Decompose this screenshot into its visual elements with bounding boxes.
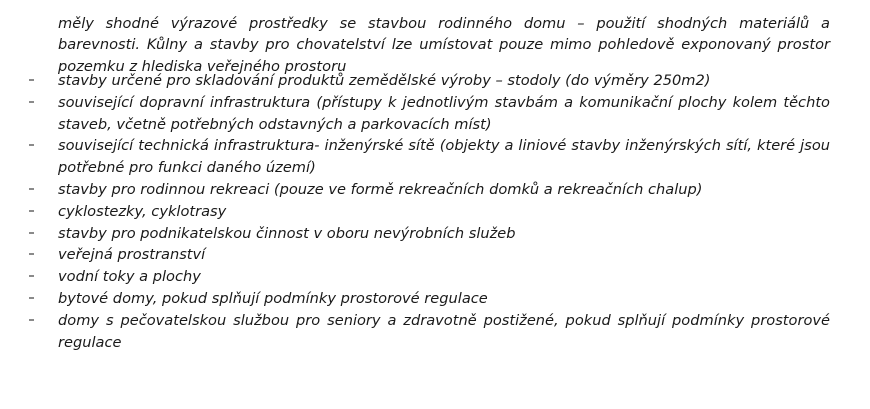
bullet-marker	[29, 275, 34, 277]
bullet-marker	[29, 232, 34, 234]
bullet-marker	[29, 297, 34, 299]
list-item-text: stavby pro rodinnou rekreaci (pouze ve formě rekreačních domků a rekreačních chalup)	[58, 180, 703, 198]
bullet-marker	[29, 101, 34, 103]
list-item	[0, 179, 870, 201]
list-item-text: domy s pečovatelskou službou pro seniory a zdravotně postižené, pokud splňují podmínky prostorové regulace	[58, 311, 830, 351]
list-item	[0, 244, 870, 266]
list-item-text: vodní toky a plochy	[58, 268, 201, 286]
list-item-text: cyklostezky, cyklotrasy	[58, 202, 227, 220]
list-item	[0, 223, 870, 245]
bullet-marker	[29, 319, 34, 321]
bullet-marker	[29, 253, 34, 255]
list-item-text: stavby určené pro skladování produktů zemědělské výroby – stodoly (do výměry 250m2)	[58, 72, 711, 89]
list-item	[0, 310, 870, 354]
bullet-marker	[29, 144, 34, 146]
list-item-text: související technická infrastruktura- inženýrské sítě (objekty a liniové stavby inženýrských sítí, které jsou potřebné pro funkci daného území)	[58, 137, 830, 177]
bullet-list	[0, 70, 870, 353]
list-item	[0, 288, 870, 310]
list-item	[0, 135, 870, 179]
list-item	[0, 266, 870, 288]
list-item-text: veřejná prostranství	[58, 246, 206, 264]
bullet-marker	[29, 79, 34, 81]
list-item-text: stavby pro podnikatelskou činnost v oboru nevýrobních služeb	[58, 224, 516, 242]
list-item-text: bytové domy, pokud splňují podmínky prostorové regulace	[58, 289, 488, 307]
bullet-marker	[29, 210, 34, 212]
continuation-paragraph: měly shodné výrazové prostředky se stavbou rodinného domu – použití shodných materiálů a barevnosti. Kůlny a stavby pro chovatelství lze umístovat pouze mimo pohledově exponovaný prostor pozemku z hlediska veřejného prostoru	[58, 14, 830, 76]
list-item	[0, 70, 870, 92]
list-item	[0, 92, 870, 136]
list-item-text: související dopravní infrastruktura (přístupy k jednotlivým stavbám a komunikační plochy kolem těchto staveb, včetně potřebných odstavných a parkovacích míst)	[58, 93, 830, 133]
list-item	[0, 201, 870, 223]
bullet-marker	[29, 188, 34, 190]
